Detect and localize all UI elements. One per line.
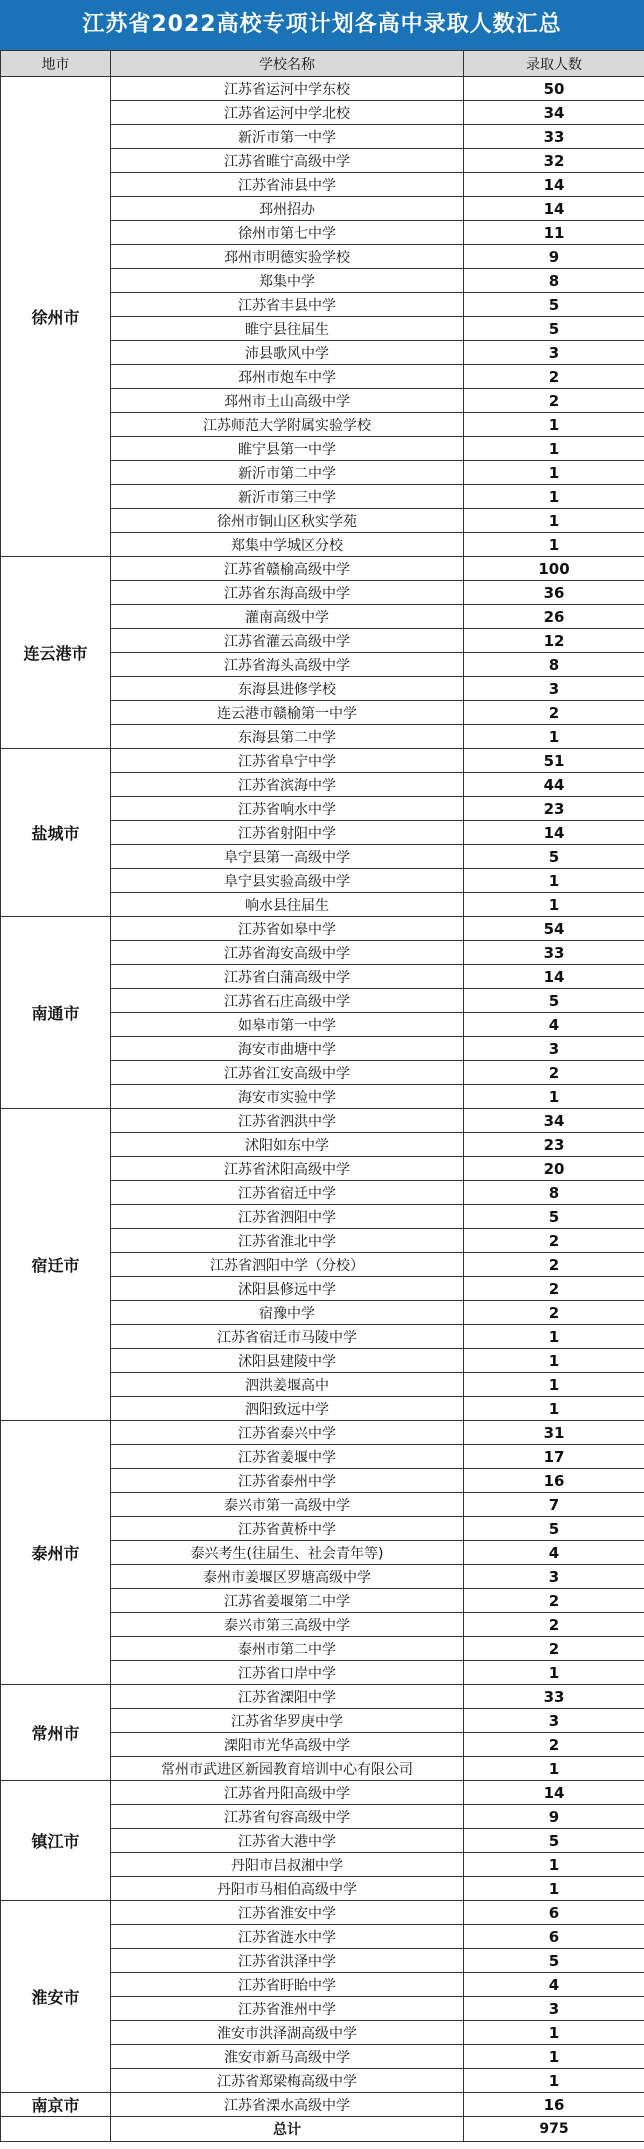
city-cell: 南通市 xyxy=(1,917,111,1109)
school-cell: 江苏省海头高级中学 xyxy=(111,653,464,677)
school-cell: 江苏省丰县中学 xyxy=(111,293,464,317)
school-cell: 江苏省淮北中学 xyxy=(111,1229,464,1253)
school-cell: 江苏省泰州中学 xyxy=(111,1469,464,1493)
count-cell: 11 xyxy=(464,221,644,245)
school-cell: 江苏省海安高级中学 xyxy=(111,941,464,965)
count-cell: 5 xyxy=(464,293,644,317)
count-cell: 2 xyxy=(464,1277,644,1301)
school-cell: 江苏师范大学附属实验学校 xyxy=(111,413,464,437)
count-cell: 14 xyxy=(464,965,644,989)
count-cell: 4 xyxy=(464,1541,644,1565)
school-cell: 江苏省口岸中学 xyxy=(111,1661,464,1685)
count-cell: 3 xyxy=(464,341,644,365)
count-cell: 5 xyxy=(464,1829,644,1853)
school-cell: 江苏省沛县中学 xyxy=(111,173,464,197)
school-cell: 连云港市赣榆第一中学 xyxy=(111,701,464,725)
school-cell: 邳州市土山高级中学 xyxy=(111,389,464,413)
count-cell: 1 xyxy=(464,2069,644,2093)
city-cell: 宿迁市 xyxy=(1,1109,111,1421)
school-cell: 江苏省江安高级中学 xyxy=(111,1061,464,1085)
school-cell: 江苏省响水中学 xyxy=(111,797,464,821)
school-cell: 江苏省丹阳高级中学 xyxy=(111,1781,464,1805)
count-cell: 33 xyxy=(464,941,644,965)
school-cell: 江苏省如皋中学 xyxy=(111,917,464,941)
school-cell: 江苏省泗阳中学（分校） xyxy=(111,1253,464,1277)
school-cell: 江苏省淮安中学 xyxy=(111,1901,464,1925)
count-cell: 3 xyxy=(464,677,644,701)
count-cell: 50 xyxy=(464,77,644,101)
count-cell: 36 xyxy=(464,581,644,605)
header-school: 学校名称 xyxy=(111,51,464,77)
count-cell: 1 xyxy=(464,413,644,437)
count-cell: 2 xyxy=(464,389,644,413)
school-cell: 江苏省滨海中学 xyxy=(111,773,464,797)
school-cell: 东海县第二中学 xyxy=(111,725,464,749)
school-cell: 江苏省白蒲高级中学 xyxy=(111,965,464,989)
count-cell: 34 xyxy=(464,1109,644,1133)
count-cell: 2 xyxy=(464,1061,644,1085)
school-cell: 泰兴市第一高级中学 xyxy=(111,1493,464,1517)
school-cell: 宿豫中学 xyxy=(111,1301,464,1325)
school-cell: 江苏省赣榆高级中学 xyxy=(111,557,464,581)
city-cell: 镇江市 xyxy=(1,1781,111,1901)
school-cell: 阜宁县第一高级中学 xyxy=(111,845,464,869)
count-cell: 5 xyxy=(464,1949,644,1973)
count-cell: 5 xyxy=(464,1205,644,1229)
table-header-row xyxy=(1,51,644,77)
school-cell: 丹阳市吕叔湘中学 xyxy=(111,1853,464,1877)
count-cell: 4 xyxy=(464,1973,644,1997)
count-cell: 7 xyxy=(464,1493,644,1517)
school-cell: 泰州市姜堰区罗塘高级中学 xyxy=(111,1565,464,1589)
count-cell: 3 xyxy=(464,1565,644,1589)
count-cell: 1 xyxy=(464,437,644,461)
header-city: 地市 xyxy=(1,51,111,77)
count-cell: 8 xyxy=(464,1181,644,1205)
total-row xyxy=(1,2117,644,2142)
table-row xyxy=(1,1901,644,1925)
count-cell: 2 xyxy=(464,1589,644,1613)
school-cell: 常州市武进区新园教育培训中心有限公司 xyxy=(111,1757,464,1781)
count-cell: 5 xyxy=(464,1517,644,1541)
count-cell: 20 xyxy=(464,1157,644,1181)
count-cell: 33 xyxy=(464,1685,644,1709)
count-cell: 1 xyxy=(464,1373,644,1397)
school-cell: 沭阳县建陵中学 xyxy=(111,1349,464,1373)
count-cell: 14 xyxy=(464,1781,644,1805)
count-cell: 31 xyxy=(464,1421,644,1445)
table-row xyxy=(1,557,644,581)
table-row xyxy=(1,2093,644,2117)
count-cell: 2 xyxy=(464,1301,644,1325)
count-cell: 14 xyxy=(464,821,644,845)
count-cell: 1 xyxy=(464,1877,644,1901)
school-cell: 江苏省宿迁中学 xyxy=(111,1181,464,1205)
school-cell: 江苏省泰兴中学 xyxy=(111,1421,464,1445)
table-row xyxy=(1,917,644,941)
count-cell: 1 xyxy=(464,1085,644,1109)
count-cell: 3 xyxy=(464,1997,644,2021)
count-cell: 14 xyxy=(464,197,644,221)
city-cell: 泰州市 xyxy=(1,1421,111,1685)
school-cell: 江苏省黄桥中学 xyxy=(111,1517,464,1541)
school-cell: 新沂市第一中学 xyxy=(111,125,464,149)
count-cell: 9 xyxy=(464,245,644,269)
school-cell: 灌南高级中学 xyxy=(111,605,464,629)
count-cell: 1 xyxy=(464,1757,644,1781)
count-cell: 44 xyxy=(464,773,644,797)
city-cell: 南京市 xyxy=(1,2093,111,2117)
count-cell: 1 xyxy=(464,485,644,509)
school-cell: 江苏省溧阳中学 xyxy=(111,1685,464,1709)
count-cell: 1 xyxy=(464,893,644,917)
city-cell: 徐州市 xyxy=(1,77,111,557)
school-cell: 淮安市洪泽湖高级中学 xyxy=(111,2021,464,2045)
count-cell: 6 xyxy=(464,1925,644,1949)
school-cell: 泰兴考生(往届生、社会青年等) xyxy=(111,1541,464,1565)
count-cell: 100 xyxy=(464,557,644,581)
count-cell: 16 xyxy=(464,2093,644,2117)
count-cell: 1 xyxy=(464,533,644,557)
count-cell: 16 xyxy=(464,1469,644,1493)
school-cell: 邳州市明德实验学校 xyxy=(111,245,464,269)
table-row xyxy=(1,1685,644,1709)
table-row xyxy=(1,1421,644,1445)
count-cell: 2 xyxy=(464,365,644,389)
school-cell: 江苏省运河中学北校 xyxy=(111,101,464,125)
city-cell: 连云港市 xyxy=(1,557,111,749)
school-cell: 阜宁县实验高级中学 xyxy=(111,869,464,893)
count-cell: 1 xyxy=(464,1661,644,1685)
count-cell: 2 xyxy=(464,1637,644,1661)
count-cell: 8 xyxy=(464,269,644,293)
school-cell: 郑集中学城区分校 xyxy=(111,533,464,557)
school-cell: 邳州市炮车中学 xyxy=(111,365,464,389)
count-cell: 17 xyxy=(464,1445,644,1469)
count-cell: 54 xyxy=(464,917,644,941)
header-count: 录取人数 xyxy=(464,51,644,77)
total-label xyxy=(1,2117,111,2142)
city-cell: 常州市 xyxy=(1,1685,111,1781)
count-cell: 1 xyxy=(464,509,644,533)
school-cell: 泗洪姜堰高中 xyxy=(111,1373,464,1397)
school-cell: 江苏省泗阳中学 xyxy=(111,1205,464,1229)
table-row xyxy=(1,1781,644,1805)
count-cell: 5 xyxy=(464,317,644,341)
school-cell: 泗阳致远中学 xyxy=(111,1397,464,1421)
total-value: 975 xyxy=(464,2117,644,2142)
count-cell: 1 xyxy=(464,1397,644,1421)
school-cell: 郑集中学 xyxy=(111,269,464,293)
count-cell: 3 xyxy=(464,1037,644,1061)
school-cell: 江苏省句容高级中学 xyxy=(111,1805,464,1829)
count-cell: 5 xyxy=(464,845,644,869)
school-cell: 江苏省石庄高级中学 xyxy=(111,989,464,1013)
count-cell: 23 xyxy=(464,797,644,821)
count-cell: 2 xyxy=(464,1613,644,1637)
count-cell: 1 xyxy=(464,869,644,893)
school-cell: 溧阳市光华高级中学 xyxy=(111,1733,464,1757)
school-cell: 江苏省射阳中学 xyxy=(111,821,464,845)
school-cell: 睢宁县往届生 xyxy=(111,317,464,341)
school-cell: 江苏省睢宁高级中学 xyxy=(111,149,464,173)
count-cell: 3 xyxy=(464,1709,644,1733)
count-cell: 1 xyxy=(464,1349,644,1373)
school-cell: 邳州招办 xyxy=(111,197,464,221)
school-cell: 江苏省姜堰中学 xyxy=(111,1445,464,1469)
school-cell: 如皋市第一中学 xyxy=(111,1013,464,1037)
school-cell: 新沂市第二中学 xyxy=(111,461,464,485)
page-title: 江苏省2022高校专项计划各高中录取人数汇总 xyxy=(0,0,644,50)
count-cell: 4 xyxy=(464,1013,644,1037)
city-cell: 盐城市 xyxy=(1,749,111,917)
school-cell: 新沂市第三中学 xyxy=(111,485,464,509)
count-cell: 1 xyxy=(464,461,644,485)
total-label-text: 总计 xyxy=(111,2117,464,2142)
count-cell: 23 xyxy=(464,1133,644,1157)
school-cell: 江苏省溧水高级中学 xyxy=(111,2093,464,2117)
city-cell: 淮安市 xyxy=(1,1901,111,2093)
count-cell: 14 xyxy=(464,173,644,197)
school-cell: 丹阳市马相伯高级中学 xyxy=(111,1877,464,1901)
count-cell: 1 xyxy=(464,2045,644,2069)
school-cell: 东海县进修学校 xyxy=(111,677,464,701)
school-cell: 江苏省洪泽中学 xyxy=(111,1949,464,1973)
school-cell: 徐州市第七中学 xyxy=(111,221,464,245)
school-cell: 沭阳县修远中学 xyxy=(111,1277,464,1301)
school-cell: 江苏省沭阳高级中学 xyxy=(111,1157,464,1181)
school-cell: 江苏省大港中学 xyxy=(111,1829,464,1853)
school-cell: 江苏省华罗庚中学 xyxy=(111,1709,464,1733)
table-row xyxy=(1,77,644,101)
school-cell: 江苏省盱眙中学 xyxy=(111,1973,464,1997)
school-cell: 江苏省泗洪中学 xyxy=(111,1109,464,1133)
count-cell: 1 xyxy=(464,1325,644,1349)
school-cell: 沭阳如东中学 xyxy=(111,1133,464,1157)
school-cell: 海安市曲塘中学 xyxy=(111,1037,464,1061)
count-cell: 2 xyxy=(464,1229,644,1253)
school-cell: 泰兴市第三高级中学 xyxy=(111,1613,464,1637)
count-cell: 1 xyxy=(464,2021,644,2045)
school-cell: 江苏省姜堰第二中学 xyxy=(111,1589,464,1613)
count-cell: 9 xyxy=(464,1805,644,1829)
table-row xyxy=(1,749,644,773)
school-cell: 江苏省灌云高级中学 xyxy=(111,629,464,653)
school-cell: 泰州市第二中学 xyxy=(111,1637,464,1661)
count-cell: 51 xyxy=(464,749,644,773)
count-cell: 1 xyxy=(464,1853,644,1877)
table-row xyxy=(1,1109,644,1133)
school-cell: 江苏省淮州中学 xyxy=(111,1997,464,2021)
school-cell: 沛县歌风中学 xyxy=(111,341,464,365)
count-cell: 6 xyxy=(464,1901,644,1925)
school-cell: 响水县往届生 xyxy=(111,893,464,917)
count-cell: 2 xyxy=(464,1733,644,1757)
admissions-table xyxy=(0,50,644,2142)
count-cell: 2 xyxy=(464,1253,644,1277)
school-cell: 徐州市铜山区秋实学苑 xyxy=(111,509,464,533)
school-cell: 海安市实验中学 xyxy=(111,1085,464,1109)
count-cell: 33 xyxy=(464,125,644,149)
count-cell: 26 xyxy=(464,605,644,629)
school-cell: 江苏省宿迁市马陵中学 xyxy=(111,1325,464,1349)
count-cell: 2 xyxy=(464,701,644,725)
count-cell: 32 xyxy=(464,149,644,173)
school-cell: 淮安市新马高级中学 xyxy=(111,2045,464,2069)
count-cell: 8 xyxy=(464,653,644,677)
school-cell: 江苏省东海高级中学 xyxy=(111,581,464,605)
school-cell: 江苏省涟水中学 xyxy=(111,1925,464,1949)
count-cell: 12 xyxy=(464,629,644,653)
school-cell: 睢宁县第一中学 xyxy=(111,437,464,461)
count-cell: 1 xyxy=(464,725,644,749)
school-cell: 江苏省运河中学东校 xyxy=(111,77,464,101)
school-cell: 江苏省阜宁中学 xyxy=(111,749,464,773)
table-body xyxy=(1,77,644,2117)
count-cell: 34 xyxy=(464,101,644,125)
school-cell: 江苏省郑梁梅高级中学 xyxy=(111,2069,464,2093)
count-cell: 5 xyxy=(464,989,644,1013)
